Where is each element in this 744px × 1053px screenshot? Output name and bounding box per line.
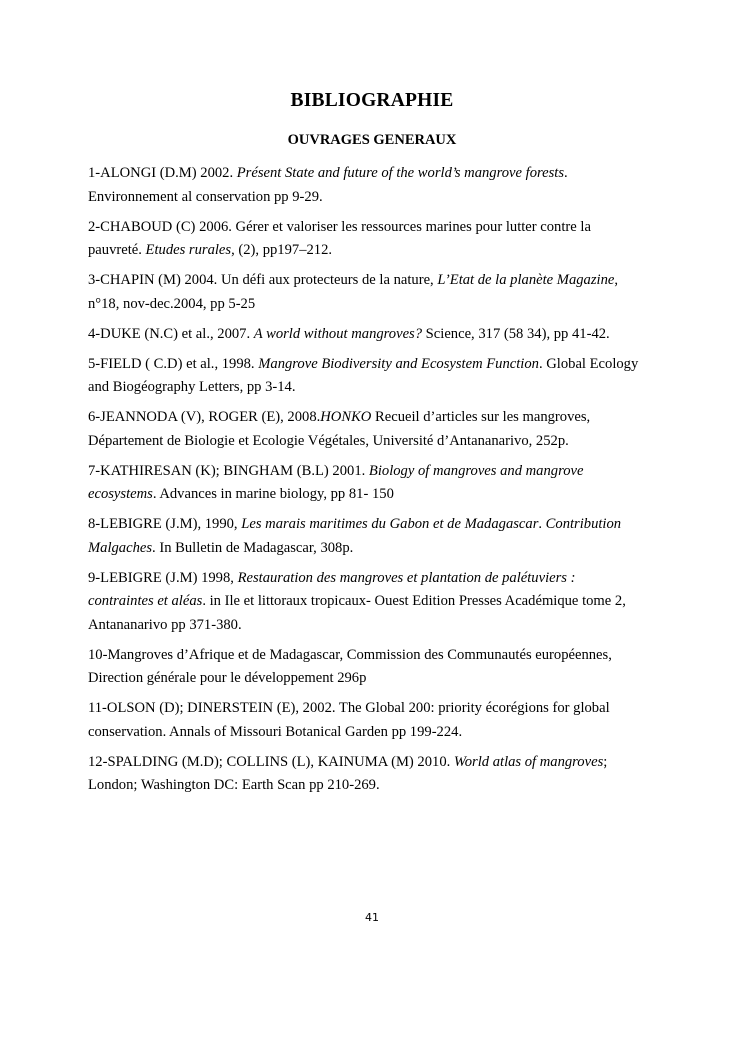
reference-text-segment: . Advances in marine biology, pp 81- 150 xyxy=(152,486,394,502)
reference-entry xyxy=(88,406,678,453)
reference-text-segment: 7-KATHIRESAN (K); BINGHAM (B.L) 2001. xyxy=(88,462,369,479)
reference-entry xyxy=(88,216,678,263)
reference-line xyxy=(88,162,678,186)
reference-text-segment: 9-LEBIGRE (J.M) 1998, xyxy=(88,569,238,586)
reference-text-segment: 1-ALONGI (D.M) 2002. xyxy=(88,165,237,181)
reference-entry xyxy=(88,567,678,638)
reference-title-segment: Biology of mangroves and mangrove xyxy=(368,462,584,479)
reference-entry xyxy=(88,460,678,507)
reference-line xyxy=(88,537,678,561)
reference-entry xyxy=(88,644,678,691)
reference-text-segment: Département de Biologie et Ecologie Végétales, Université d’Antananarivo, 252p. xyxy=(88,432,569,449)
reference-title-segment: Présent State and future of the world’s mangrove forests xyxy=(236,165,565,181)
reference-text-segment: ; xyxy=(603,753,608,770)
reference-text-segment: 12-SPALDING (M.D); COLLINS (L), KAINUMA (M) 2010. xyxy=(88,753,454,770)
reference-title-segment: Contribution xyxy=(545,516,622,532)
section-subtitle: OUVRAGES GENERAUX xyxy=(287,132,457,148)
reference-line xyxy=(88,567,678,591)
reference-text-segment: and Biogéography Letters, pp 3-14. xyxy=(88,379,296,395)
reference-line xyxy=(88,186,678,210)
reference-line xyxy=(88,614,678,638)
reference-text-segment: . xyxy=(564,165,568,181)
reference-text-segment: pauvreté. xyxy=(88,242,146,258)
reference-line xyxy=(88,667,678,691)
reference-entry xyxy=(88,751,678,798)
reference-title-segment: World atlas of mangroves xyxy=(453,753,604,770)
reference-title-segment: Les marais maritimes du Gabon et de Madagascar xyxy=(241,516,539,532)
reference-title-segment: Malgaches xyxy=(88,539,153,556)
reference-line xyxy=(88,216,678,240)
reference-text-segment: . Global Ecology xyxy=(538,355,639,372)
reference-line xyxy=(88,323,678,347)
reference-line xyxy=(88,483,678,507)
reference-text-segment: 2-CHABOUD (C) 2006. Gérer et valoriser les ressources marines pour lutter contre la xyxy=(88,218,591,235)
reference-text-segment: 11-OLSON (D); DINERSTEIN (E), 2002. The Global 200: priority écorégions for global xyxy=(88,700,610,716)
reference-text-segment: . In Bulletin de Madagascar, 308p. xyxy=(152,539,354,556)
reference-line xyxy=(88,590,678,614)
reference-line xyxy=(88,239,678,263)
reference-line xyxy=(88,269,678,293)
reference-line xyxy=(88,644,678,668)
reference-title-segment: Restauration des mangroves et plantation de palétuviers : xyxy=(237,569,576,586)
reference-text-segment: 10-Mangroves d’Afrique et de Madagascar, Commission des Communautés européennes, xyxy=(88,646,612,663)
reference-entry xyxy=(88,269,678,316)
reference-text-segment: 4-DUKE (N.C) et al., 2007. xyxy=(88,325,254,342)
reference-line xyxy=(88,430,678,454)
reference-text-segment: , (2), pp197–212. xyxy=(231,242,333,258)
reference-title-segment: A world without mangroves? xyxy=(253,325,423,342)
reference-line xyxy=(88,376,678,400)
reference-line xyxy=(88,513,678,537)
reference-title-segment: HONKO xyxy=(320,409,372,425)
reference-list xyxy=(88,162,678,804)
reference-text-segment: Environnement al conservation pp 9-29. xyxy=(88,188,323,205)
reference-title-segment: ecosystems xyxy=(88,486,153,502)
reference-title-segment: Mangrove Biodiversity and Ecosystem Function xyxy=(258,355,539,372)
reference-line xyxy=(88,774,678,798)
reference-text-segment: Antananarivo pp 371-380. xyxy=(88,616,242,633)
reference-line xyxy=(88,697,678,721)
reference-text-segment: conservation. Annals of Missouri Botanical Garden pp 199-224. xyxy=(88,723,463,740)
reference-entry xyxy=(88,513,678,560)
reference-text-segment: . xyxy=(538,516,546,532)
reference-text-segment: 8-LEBIGRE (J.M), 1990, xyxy=(88,516,242,532)
reference-text-segment: Direction générale pour le développement 296p xyxy=(88,670,367,686)
reference-text-segment: Science, 317 (58 34), pp 41-42. xyxy=(422,325,610,342)
reference-text-segment: 5-FIELD ( C.D) et al., 1998. xyxy=(88,355,259,372)
reference-line xyxy=(88,406,678,430)
reference-line xyxy=(88,293,678,317)
reference-entry xyxy=(88,697,678,744)
reference-text-segment: 6-JEANNODA (V), ROGER (E), 2008. xyxy=(88,409,321,425)
reference-entry xyxy=(88,353,678,400)
page-title: BIBLIOGRAPHIE xyxy=(290,90,454,111)
reference-line xyxy=(88,751,678,775)
page-number: 41 xyxy=(365,911,379,924)
reference-text-segment: n°18, nov-dec.2004, pp 5-25 xyxy=(88,295,256,312)
reference-line xyxy=(88,353,678,377)
reference-text-segment: London; Washington DC: Earth Scan pp 210-269. xyxy=(88,777,380,793)
reference-entry xyxy=(88,162,678,209)
reference-title-segment: L’Etat de la planète Magazine xyxy=(437,272,615,288)
reference-line xyxy=(88,460,678,484)
reference-title-segment: Etudes rurales xyxy=(145,242,232,258)
reference-text-segment: , xyxy=(614,272,619,288)
reference-text-segment: . in Ile et littoraux tropicaux- Ouest Edition Presses Académique tome 2, xyxy=(202,593,626,609)
reference-text-segment: Recueil d’articles sur les mangroves, xyxy=(371,409,591,425)
reference-line xyxy=(88,721,678,745)
reference-title-segment: contraintes et aléas xyxy=(88,593,203,609)
reference-text-segment: 3-CHAPIN (M) 2004. Un défi aux protecteurs de la nature, xyxy=(88,272,438,288)
reference-entry xyxy=(88,323,678,347)
